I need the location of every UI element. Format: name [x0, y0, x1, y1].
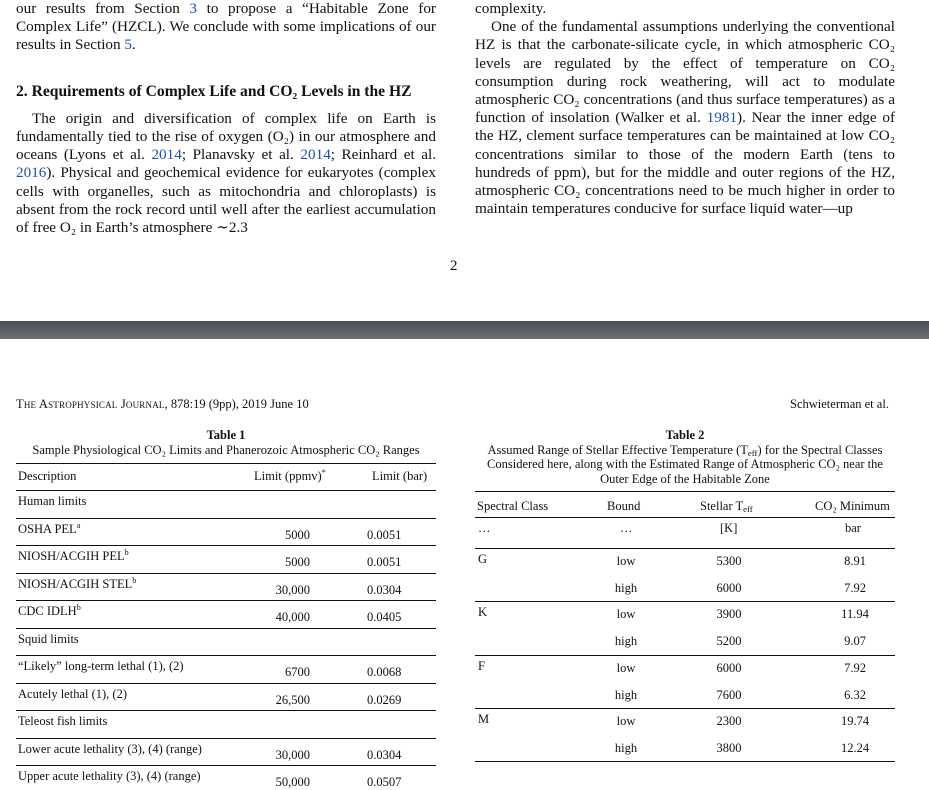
table1-row-rule	[16, 490, 436, 491]
table1-cell-ppmv: 5000	[285, 555, 310, 569]
table2-cell-class: F	[478, 658, 485, 673]
table1-cell-bar: 0.0405	[367, 610, 402, 624]
table2-cell-class: K	[478, 605, 488, 620]
hz-paragraph: One of the fundamental assumptions underlying the conventional HZ is that the carbonate-silicate cycle, in which atmospheric CO₂ levels are regulated by the effect of temperature on CO₂ consumption during rock weathering, will act to modulate atmospheric CO₂ concentrations (and thus surface temperatures) as a function of insolation (Walker et al. 1981). Near the inner edge of the HZ, clement surface temperatures can be maintained at low CO₂ concentrations similar to those of the modern Earth (tens to hundreds of ppm), but for the middle and outer regions of the HZ, atmospheric CO₂ concentrations need to be much higher in order to maintain temperatures conducive for surface liquid water—up	[475, 18, 895, 218]
table2-cell-teff: 5300	[716, 554, 742, 568]
table2-bottom-rule	[475, 761, 895, 762]
table2-group-rule	[475, 548, 895, 549]
table2-cell-teff: 3800	[716, 740, 742, 755]
table1-title: Sample Physiological CO₂ Limits and Phanerozoic Atmospheric CO₂ Ranges	[32, 442, 420, 457]
table2-cell-bound: low	[616, 607, 636, 622]
running-head-journal: The Astrophysical Journal, 878:19 (9pp), 2019 June 10	[16, 397, 309, 411]
table1-cell-bar: 0.0269	[367, 692, 402, 707]
section-5-link[interactable]: 5	[124, 36, 133, 54]
table2-cell-co2: 7.92	[844, 660, 866, 675]
table2-cell-teff: 6000	[716, 660, 742, 675]
right-text-column	[475, 0, 895, 218]
table2-cell-teff: 7600	[716, 687, 742, 702]
table1-cell-description: “Likely” long-term lethal (1), (2)	[18, 659, 184, 673]
table1-row-rule	[16, 655, 436, 656]
table1-cell-bar: 0.0507	[367, 775, 402, 789]
table1-header-bar: Limit (bar)	[372, 469, 428, 483]
section-3-link[interactable]: 3	[189, 0, 198, 17]
table2-cell-co2: 12.24	[840, 740, 870, 755]
running-head-authors: Schwieterman et al.	[790, 397, 889, 411]
table2-cell-teff: 6000	[716, 580, 742, 595]
table2-cell-co2: 11.94	[841, 607, 869, 622]
table2-cell-bound: high	[614, 687, 638, 702]
table2-unit-teff: [K]	[720, 521, 738, 535]
table2-group-rule	[475, 601, 895, 602]
ref-walker-link[interactable]: 1981	[706, 109, 738, 127]
table2-cell-teff: 3900	[716, 607, 742, 622]
table1-cell-ppmv: 30,000	[275, 747, 310, 762]
table1-cell-ppmv: 6700	[285, 665, 310, 679]
table1-label: Table 1	[206, 428, 246, 442]
table1-cell-description: Lower acute lethality (3), (4) (range)	[18, 741, 202, 756]
table2-cell-teff: 2300	[716, 714, 742, 729]
table1-header-ppmv: Limit (ppmv)*	[254, 468, 326, 483]
section-heading: 2. Requirements of Complex Life and CO₂ Levels in the HZ	[16, 82, 412, 100]
table1-row-rule	[16, 573, 436, 574]
ref-planavsky-link[interactable]: 2014	[300, 146, 331, 164]
page-number: 2	[450, 258, 458, 274]
table2-header-co2: CO₂ Minimum	[815, 499, 890, 513]
table2-caption: Table 2 Assumed Range of Stellar Effective Temperature $(T_{eff})$ for the Spectral Classes Considered here, along with the Estimated Range of Atmospheric CO₂ near the Outer Edge of the Habitable Zone	[487, 428, 883, 486]
table1-top-rule	[16, 463, 436, 464]
table1-cell-ppmv: 40,000	[275, 610, 310, 624]
table1-row-rule	[16, 710, 436, 711]
table1-header-description: Description	[18, 469, 77, 483]
table1-row-rule	[16, 738, 436, 739]
table1-cell-description: Acutely lethal (1), (2)	[18, 686, 127, 701]
table2-cell-bound: high	[614, 634, 638, 649]
table2-header-class: Spectral Class	[477, 499, 549, 513]
intro-paragraph: our results from Section 3 to propose a “Habitable Zone for Complex Life” (HZCL). We conclude with some implications of our results in Section 5.	[16, 0, 436, 54]
table1-cell-bar: 0.0068	[367, 665, 402, 679]
table1-row-rule	[16, 600, 436, 601]
table2-top-rule	[475, 491, 895, 492]
table2-cell-co2: 9.07	[844, 634, 866, 649]
table1-row-rule	[16, 765, 436, 766]
table2-cell-teff: 5200	[716, 634, 742, 649]
table2-cell-class: M	[478, 712, 490, 727]
table1-row-rule	[16, 545, 436, 546]
table1-cell-description: Upper acute lethality (3), (4) (range)	[18, 769, 201, 783]
table1-cell-bar: 0.0304	[367, 582, 402, 597]
table1-cell-ppmv: 50,000	[275, 775, 310, 789]
table2-header-rule	[475, 517, 895, 518]
table1-cell-description: Human limits	[18, 494, 87, 508]
table2-unit-co2: bar	[845, 521, 861, 535]
table2-cell-class: G	[478, 552, 488, 566]
table2-cell-co2: 7.92	[844, 580, 866, 595]
table1-cell-description: NIOSH/ACGIH STEL$^b$	[18, 575, 137, 591]
table1-cell-description: NIOSH/ACGIH PEL$^b$	[18, 548, 129, 563]
table1-cell-description: CDC IDLH$^b$	[18, 603, 81, 618]
table1-row-rule	[16, 628, 436, 629]
page-divider	[0, 321, 929, 339]
table2-unit-class: …	[478, 521, 491, 535]
table2-cell-co2: 6.32	[844, 687, 866, 702]
table1-caption	[16, 428, 436, 457]
table1-cell-ppmv: 30,000	[275, 582, 310, 597]
table1-cell-bar: 0.0051	[367, 555, 402, 569]
table2-cell-co2: 19.74	[840, 714, 870, 729]
table2-cell-bound: low	[616, 714, 636, 729]
table2-cell-bound: high	[614, 580, 638, 595]
ref-lyons-link[interactable]: 2014	[151, 146, 182, 164]
table1-cell-description: OSHA PEL$^a$	[18, 520, 81, 536]
origin-paragraph: The origin and diversification of complex life on Earth is fundamentally tied to the rise of oxygen (O₂) in our atmosphere and oceans (Lyons et al. 2014; Planavsky et al. 2014; Reinhard et al. 2016). Physical and geochemical evidence for eukaryotes (complex cells with organelles, such as mitochondria and chloroplasts) is absent from the rock record until well after the earliest accumulation of free O₂ in Earth’s atmosphere ∼2.3	[16, 109, 437, 237]
table2-header-bound: Bound	[607, 499, 641, 513]
left-text-column	[16, 0, 436, 237]
table1-row-rule	[16, 683, 436, 684]
table2-cell-bound: low	[616, 554, 636, 568]
complexity-line: complexity.	[475, 0, 547, 17]
table2-header-teff: Stellar $T_{eff}$	[700, 499, 753, 514]
table2-cell-bound: high	[614, 740, 638, 755]
table1-cell-ppmv: 5000	[285, 527, 310, 542]
table2-label: Table 2	[665, 428, 705, 442]
table1-row-rule	[16, 518, 436, 519]
table2-cell-co2: 8.91	[844, 554, 866, 568]
table1-cell-description: Teleost fish limits	[18, 714, 108, 728]
table2-cell-bound: low	[616, 660, 636, 675]
table1-cell-bar: 0.0051	[367, 527, 402, 542]
ref-reinhard-link[interactable]: 2016	[16, 164, 47, 182]
table2-unit-bound: …	[620, 521, 633, 535]
table2-group-rule	[475, 655, 895, 656]
table2-group-rule	[475, 708, 895, 709]
table1-cell-ppmv: 26,500	[275, 692, 310, 707]
table1-cell-bar: 0.0304	[367, 747, 402, 762]
table1-cell-description: Squid limits	[18, 631, 79, 646]
